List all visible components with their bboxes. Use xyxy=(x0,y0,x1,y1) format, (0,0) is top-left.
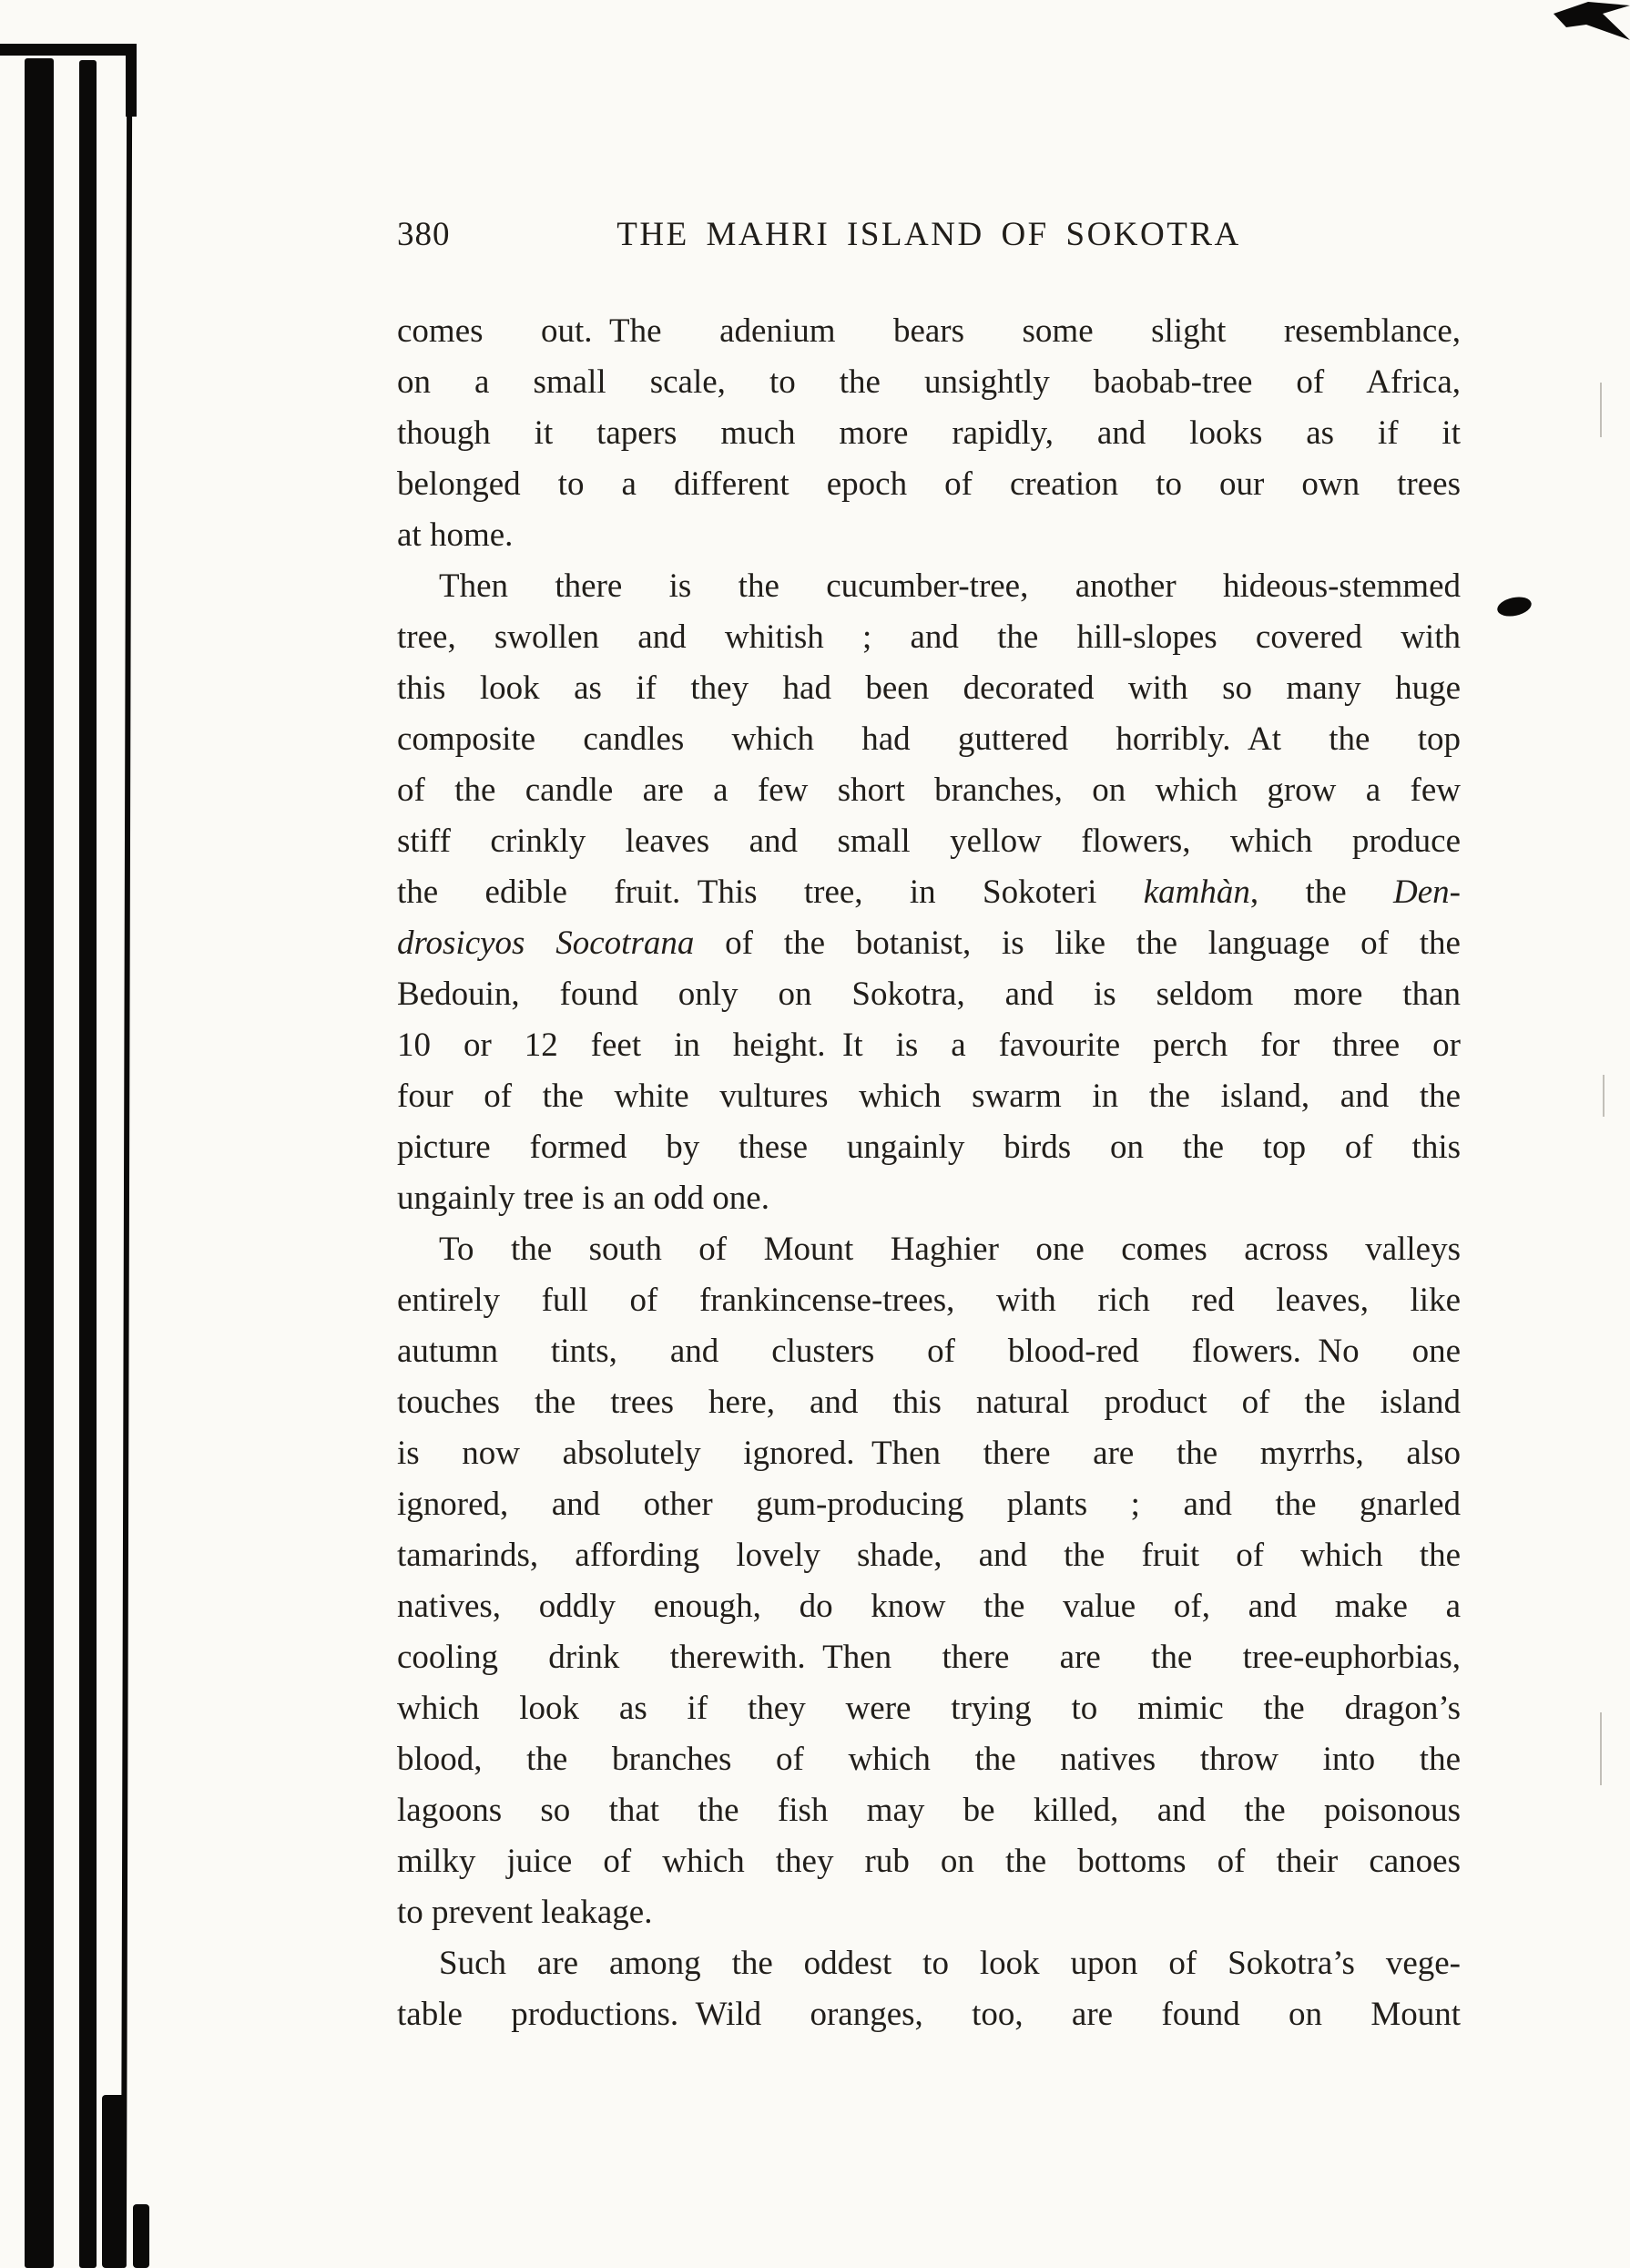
text-segment: which look as if they were trying to mimic the dragon’s xyxy=(397,1690,1461,1727)
scan-edge-tick-2 xyxy=(1603,1075,1605,1117)
text-line xyxy=(397,1734,1461,1785)
text-segment: table productions. Wild oranges, too, are found on Mount xyxy=(397,1996,1461,2033)
text-line xyxy=(397,612,1461,663)
text-segment: ungainly tree is an odd one. xyxy=(397,1180,769,1217)
text-segment: this look as if they had been decorated with so many huge xyxy=(397,669,1461,707)
text-segment: to prevent leakage. xyxy=(397,1894,653,1931)
text-line xyxy=(397,918,1461,969)
text-segment: Such are among the oddest to look upon of Sokotra’s vege- xyxy=(439,1945,1461,1982)
text-segment: on a small scale, to the unsightly baobab-tree of Africa, xyxy=(397,363,1461,401)
text-segment: touches the trees here, and this natural product of the island xyxy=(397,1384,1461,1421)
text-line xyxy=(397,816,1461,867)
italic-text: kamhàn xyxy=(1143,873,1250,911)
text-segment: blood, the branches of which the natives throw into the xyxy=(397,1741,1461,1778)
text-line xyxy=(397,969,1461,1020)
text-line xyxy=(397,1071,1461,1122)
paragraph xyxy=(397,1224,1461,1938)
text-segment: stiff crinkly leaves and small yellow flowers, which produce xyxy=(397,822,1461,860)
text-line xyxy=(397,1020,1461,1071)
paragraph xyxy=(397,306,1461,561)
text-line xyxy=(397,1887,1461,1938)
running-title: THE MAHRI ISLAND OF SOKOTRA xyxy=(616,216,1241,253)
text-segment: composite candles which had guttered horribly. At the top xyxy=(397,720,1461,758)
text-segment: though it tapers much more rapidly, and looks as if it xyxy=(397,414,1461,452)
text-line xyxy=(397,357,1461,408)
text-segment: four of the white vultures which swarm in the island, and the xyxy=(397,1078,1461,1115)
text-segment: entirely full of frankincense-trees, with rich red leaves, like xyxy=(397,1282,1461,1319)
text-line xyxy=(397,1683,1461,1734)
text-line xyxy=(397,510,1461,561)
text-line xyxy=(397,1428,1461,1479)
page-header xyxy=(397,215,1461,261)
text-line xyxy=(397,1989,1461,2040)
paragraph xyxy=(397,561,1461,1224)
text-line xyxy=(397,1479,1461,1530)
scan-corner-swoosh-mark xyxy=(1554,0,1630,44)
text-line xyxy=(397,561,1461,612)
scan-corner-mark-vertical xyxy=(126,44,137,117)
text-segment: milky juice of which they rub on the bottoms of their canoes xyxy=(397,1843,1461,1880)
text-line xyxy=(397,714,1461,765)
text-segment: at home. xyxy=(397,516,514,554)
text-segment: of the candle are a few short branches, on which grow a few xyxy=(397,771,1461,809)
paragraph xyxy=(397,1938,1461,2040)
text-segment: To the south of Mount Haghier one comes across valleys xyxy=(439,1231,1461,1268)
scan-binding-bar-1 xyxy=(25,58,54,2268)
text-segment: the edible fruit. This tree, in Sokoteri xyxy=(397,873,1144,911)
page-number: 380 xyxy=(397,216,451,253)
scan-edge-tick-1 xyxy=(1600,383,1602,437)
text-line xyxy=(397,408,1461,459)
text-segment: of the botanist, is like the language of the xyxy=(694,925,1461,962)
scan-binding-bar-3 xyxy=(121,107,132,2268)
italic-text: drosicyos Socotrana xyxy=(397,925,695,962)
text-segment: tree, swollen and whitish ; and the hill-slopes covered with xyxy=(397,618,1461,656)
text-line xyxy=(397,459,1461,510)
text-line xyxy=(397,1581,1461,1632)
scan-edge-tick-3 xyxy=(1600,1712,1602,1785)
text-segment: Bedouin, found only on Sokotra, and is seldom more than xyxy=(397,976,1461,1013)
text-line xyxy=(397,1785,1461,1836)
text-segment: autumn tints, and clusters of blood-red flowers. No one xyxy=(397,1333,1461,1370)
text-segment: tamarinds, affording lovely shade, and the fruit of which the xyxy=(397,1537,1461,1574)
text-line xyxy=(397,1530,1461,1581)
text-line xyxy=(397,867,1461,918)
text-segment: , the xyxy=(1249,873,1394,911)
text-line xyxy=(397,1224,1461,1275)
scan-corner-mark-horizontal xyxy=(0,44,137,56)
text-line xyxy=(397,1173,1461,1224)
body-text xyxy=(397,306,1461,2040)
text-line xyxy=(397,306,1461,357)
scan-binding-bar-2 xyxy=(79,60,97,2268)
text-segment: ignored, and other gum-producing plants ; and the gnarled xyxy=(397,1486,1461,1523)
text-line xyxy=(397,1122,1461,1173)
italic-text: Den- xyxy=(1393,873,1461,911)
text-line xyxy=(397,1632,1461,1683)
text-line xyxy=(397,1836,1461,1887)
text-line xyxy=(397,765,1461,816)
text-line xyxy=(397,1326,1461,1377)
scan-binding-bottom-mark-1 xyxy=(102,2095,126,2268)
text-segment: cooling drink therewith. Then there are the tree-euphorbias, xyxy=(397,1639,1461,1676)
scan-binding-bottom-mark-2 xyxy=(133,2204,149,2268)
ink-blob-mark xyxy=(1495,594,1533,618)
text-line xyxy=(397,1938,1461,1989)
text-line xyxy=(397,1377,1461,1428)
text-segment: 10 or 12 feet in height. It is a favourite perch for three or xyxy=(397,1027,1461,1064)
text-segment: belonged to a different epoch of creation to our own trees xyxy=(397,465,1461,503)
text-segment: Then there is the cucumber-tree, another hideous-stemmed xyxy=(439,567,1461,605)
text-segment: picture formed by these ungainly birds on the top of this xyxy=(397,1129,1461,1166)
text-segment: comes out. The adenium bears some slight resemblance, xyxy=(397,312,1461,350)
text-segment: lagoons so that the fish may be killed, and the poisonous xyxy=(397,1792,1461,1829)
text-line xyxy=(397,663,1461,714)
text-segment: natives, oddly enough, do know the value of, and make a xyxy=(397,1588,1461,1625)
text-segment: is now absolutely ignored. Then there are the myrrhs, also xyxy=(397,1435,1461,1472)
text-line xyxy=(397,1275,1461,1326)
